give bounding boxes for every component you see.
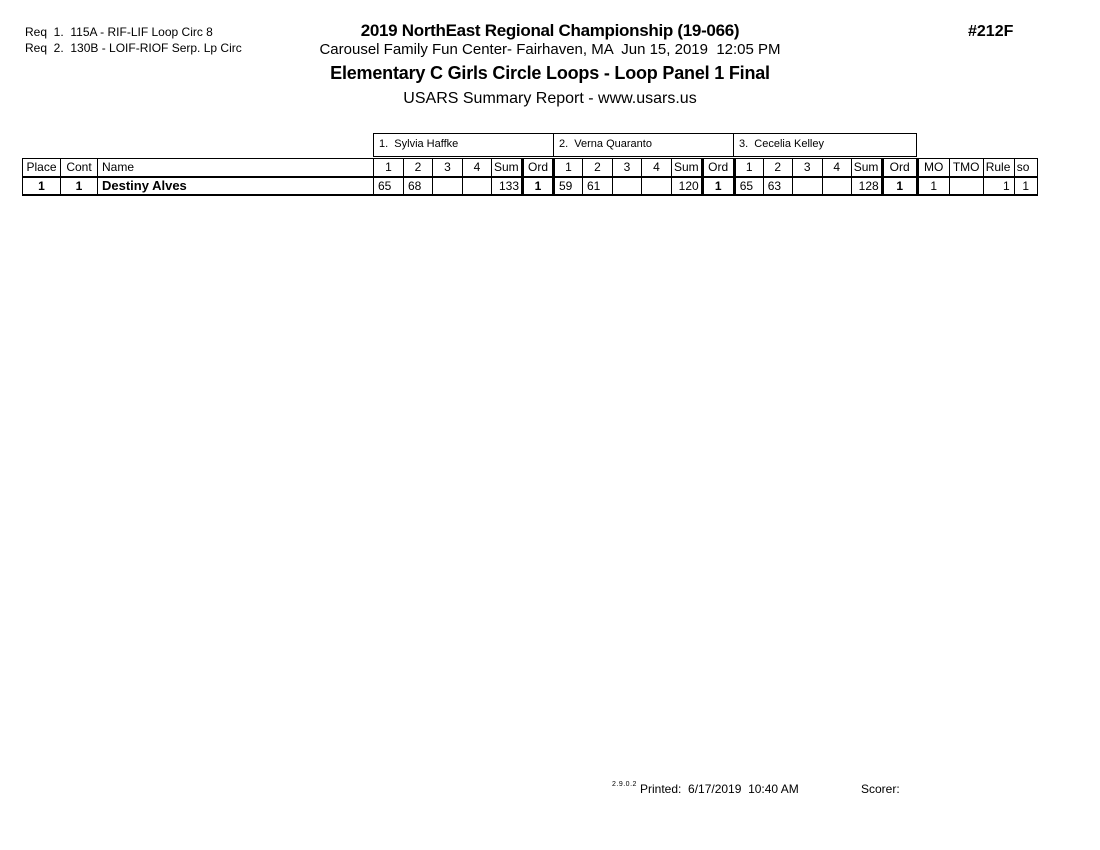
results-table bbox=[22, 158, 1038, 196]
judge1-score3-header: 3 bbox=[433, 159, 463, 177]
tmo-header: TMO bbox=[949, 159, 983, 177]
judge-1-label: 1. Sylvia Haffke bbox=[373, 133, 554, 157]
so-header: so bbox=[1014, 159, 1037, 177]
judge1-score2-cell: 68 bbox=[404, 177, 433, 195]
judge2-score4-cell bbox=[642, 177, 672, 195]
championship-title: 2019 NorthEast Regional Championship (19-066) bbox=[360, 21, 740, 40]
judge3-sum-header: Sum bbox=[851, 159, 882, 177]
judge1-ord-cell: 1 bbox=[523, 177, 554, 195]
requirement-line-1: Req 1. 115A - RIF-LIF Loop Circ 8 bbox=[25, 25, 213, 39]
judge1-score4-header: 4 bbox=[463, 159, 492, 177]
judge1-ord-header: Ord bbox=[523, 159, 554, 177]
judge3-ord-cell: 1 bbox=[882, 177, 917, 195]
judge3-score3-cell bbox=[792, 177, 822, 195]
judge2-score1-cell: 59 bbox=[554, 177, 583, 195]
judge-3-label: 3. Cecelia Kelley bbox=[733, 133, 917, 157]
judge1-score1-cell: 65 bbox=[374, 177, 404, 195]
cont-header: Cont bbox=[61, 159, 98, 177]
judge3-ord-header: Ord bbox=[882, 159, 917, 177]
scorer-label: Scorer: bbox=[861, 782, 900, 796]
so-cell: 1 bbox=[1014, 177, 1037, 195]
judge3-score4-cell bbox=[822, 177, 851, 195]
printed-timestamp: Printed: 6/17/2019 10:40 AM bbox=[640, 782, 799, 796]
judge3-score1-header: 1 bbox=[734, 159, 763, 177]
event-title: Elementary C Girls Circle Loops - Loop Panel 1 Final bbox=[330, 63, 770, 83]
judges-header-row bbox=[373, 133, 917, 157]
judge2-score4-header: 4 bbox=[642, 159, 672, 177]
judge1-score3-cell bbox=[433, 177, 463, 195]
judge3-score1-cell: 65 bbox=[734, 177, 763, 195]
results-table-wrapper bbox=[22, 158, 1038, 196]
judge1-score2-header: 2 bbox=[404, 159, 433, 177]
mo-cell: 1 bbox=[917, 177, 949, 195]
judge1-score1-header: 1 bbox=[374, 159, 404, 177]
judge2-sum-cell: 120 bbox=[672, 177, 703, 195]
judge3-score2-cell: 63 bbox=[763, 177, 792, 195]
judge2-score1-header: 1 bbox=[554, 159, 583, 177]
judge1-sum-header: Sum bbox=[492, 159, 523, 177]
place-cell: 1 bbox=[23, 177, 61, 195]
tmo-cell bbox=[949, 177, 983, 195]
judge2-ord-cell: 1 bbox=[702, 177, 734, 195]
report-version: 2.9.0.2 bbox=[612, 781, 637, 788]
venue-datetime: Carousel Family Fun Center- Fairhaven, MA Jun 15, 2019 12:05 PM bbox=[319, 41, 781, 58]
judge2-score3-cell bbox=[613, 177, 642, 195]
column-header-row bbox=[23, 159, 1038, 177]
judge2-ord-header: Ord bbox=[702, 159, 734, 177]
judge2-score2-cell: 61 bbox=[583, 177, 613, 195]
place-header: Place bbox=[23, 159, 61, 177]
judge2-sum-header: Sum bbox=[672, 159, 703, 177]
judge-2-label: 2. Verna Quaranto bbox=[553, 133, 734, 157]
judge2-score3-header: 3 bbox=[613, 159, 642, 177]
judge3-score3-header: 3 bbox=[792, 159, 822, 177]
cont-cell: 1 bbox=[61, 177, 98, 195]
judge3-score2-header: 2 bbox=[763, 159, 792, 177]
judge1-sum-cell: 133 bbox=[492, 177, 523, 195]
judge2-score2-header: 2 bbox=[583, 159, 613, 177]
requirement-line-2: Req 2. 130B - LOIF-RIOF Serp. Lp Circ bbox=[25, 41, 242, 55]
mo-header: MO bbox=[917, 159, 949, 177]
judge1-score4-cell bbox=[463, 177, 492, 195]
skater-name-cell: Destiny Alves bbox=[98, 177, 374, 195]
rule-cell: 1 bbox=[983, 177, 1014, 195]
judge3-score4-header: 4 bbox=[822, 159, 851, 177]
name-header: Name bbox=[98, 159, 374, 177]
rule-header: Rule bbox=[983, 159, 1014, 177]
result-row bbox=[23, 177, 1038, 195]
report-subtitle: USARS Summary Report - www.usars.us bbox=[403, 90, 697, 107]
judge3-sum-cell: 128 bbox=[851, 177, 882, 195]
event-number: #212F bbox=[968, 23, 1014, 40]
